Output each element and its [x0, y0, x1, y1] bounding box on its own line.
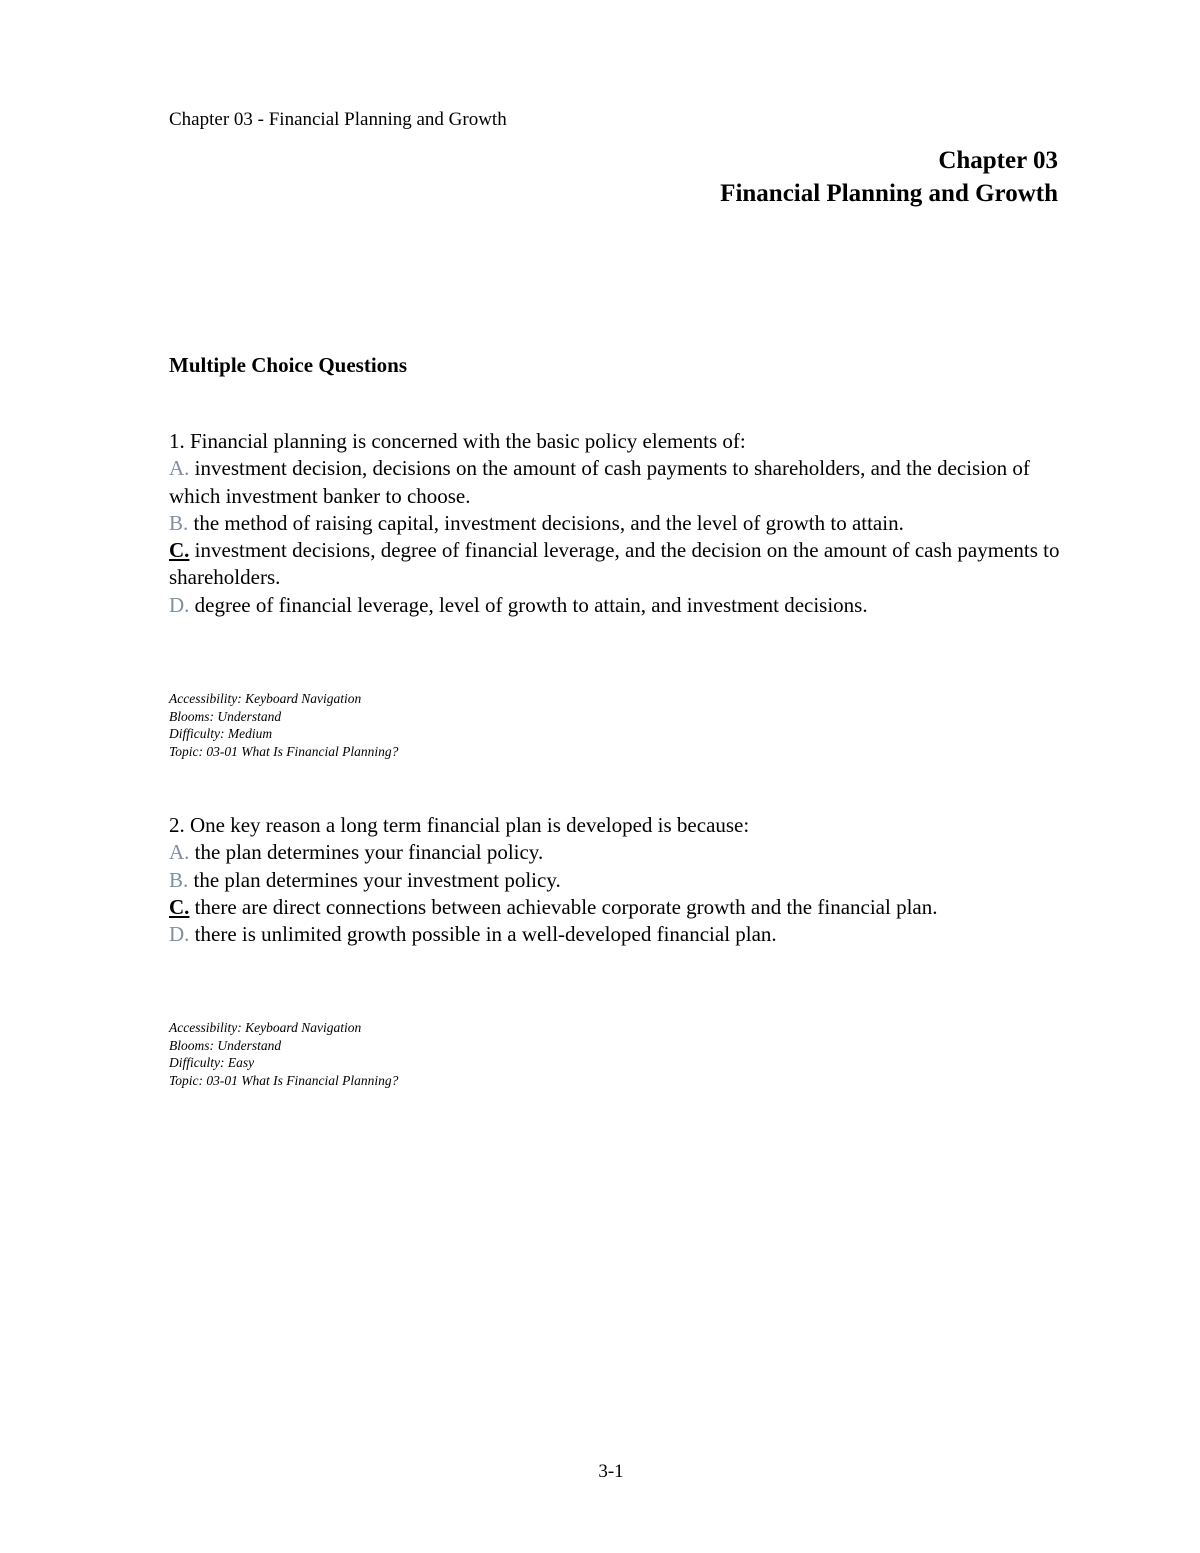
choice-c [169, 537, 1069, 592]
chapter-title: Financial Planning and Growth [720, 180, 1058, 207]
choice-b [169, 510, 1069, 537]
chapter-number: Chapter 03 [938, 147, 1058, 174]
choice-letter: A. [169, 456, 190, 481]
choice-text: investment decisions, degree of financial leverage, and the decision on the amount of cash payments to shareholders. [169, 538, 1060, 590]
choice-text: degree of financial leverage, level of growth to attain, and investment decisions. [189, 592, 868, 617]
choice-letter: B. [169, 867, 189, 892]
question-2-metadata [169, 1019, 398, 1089]
choice-d [169, 592, 1069, 619]
blooms-tag: Blooms: Understand [169, 1037, 282, 1053]
choice-d [169, 921, 1069, 948]
choice-letter: D. [169, 592, 190, 617]
correct-choice-letter: C. [169, 894, 190, 919]
choice-text: the plan determines your investment policy. [188, 867, 561, 892]
choice-c [169, 894, 1069, 921]
running-header: Chapter 03 - Financial Planning and Growth [169, 109, 507, 130]
question-stem: 1. Financial planning is concerned with the basic policy elements of: [169, 429, 746, 453]
difficulty-tag: Difficulty: Medium [169, 726, 273, 741]
question-1 [169, 428, 1069, 619]
question-1-metadata [169, 690, 398, 760]
question-2 [169, 812, 1069, 948]
choice-a [169, 455, 1069, 510]
choice-text: the method of raising capital, investment decisions, and the level of growth to attain. [188, 510, 904, 535]
accessibility-tag: Accessibility: Keyboard Navigation [169, 1020, 362, 1035]
topic-tag: Topic: 03-01 What Is Financial Planning? [169, 743, 399, 759]
choice-letter: B. [169, 510, 189, 535]
correct-choice-letter: C. [169, 538, 190, 563]
choice-text: there are direct connections between achievable corporate growth and the financial plan. [189, 894, 938, 919]
choice-text: investment decision, decisions on the amount of cash payments to shareholders, and the decision of which investment banker to choose. [169, 456, 1030, 508]
accessibility-tag: Accessibility: Keyboard Navigation [169, 691, 362, 706]
choice-letter: A. [169, 840, 190, 865]
difficulty-tag: Difficulty: Easy [169, 1055, 255, 1070]
choice-a [169, 839, 1069, 866]
section-heading: Multiple Choice Questions [169, 353, 408, 377]
choice-letter: D. [169, 922, 190, 947]
choice-b [169, 867, 1069, 894]
question-stem: 2. One key reason a long term financial plan is developed is because: [169, 813, 750, 837]
chapter-title-block [720, 144, 1058, 210]
page-number: 3-1 [598, 1461, 624, 1482]
blooms-tag: Blooms: Understand [169, 708, 282, 724]
choice-text: there is unlimited growth possible in a well-developed financial plan. [189, 922, 777, 947]
choice-text: the plan determines your financial policy. [189, 840, 544, 865]
topic-tag: Topic: 03-01 What Is Financial Planning? [169, 1072, 399, 1088]
